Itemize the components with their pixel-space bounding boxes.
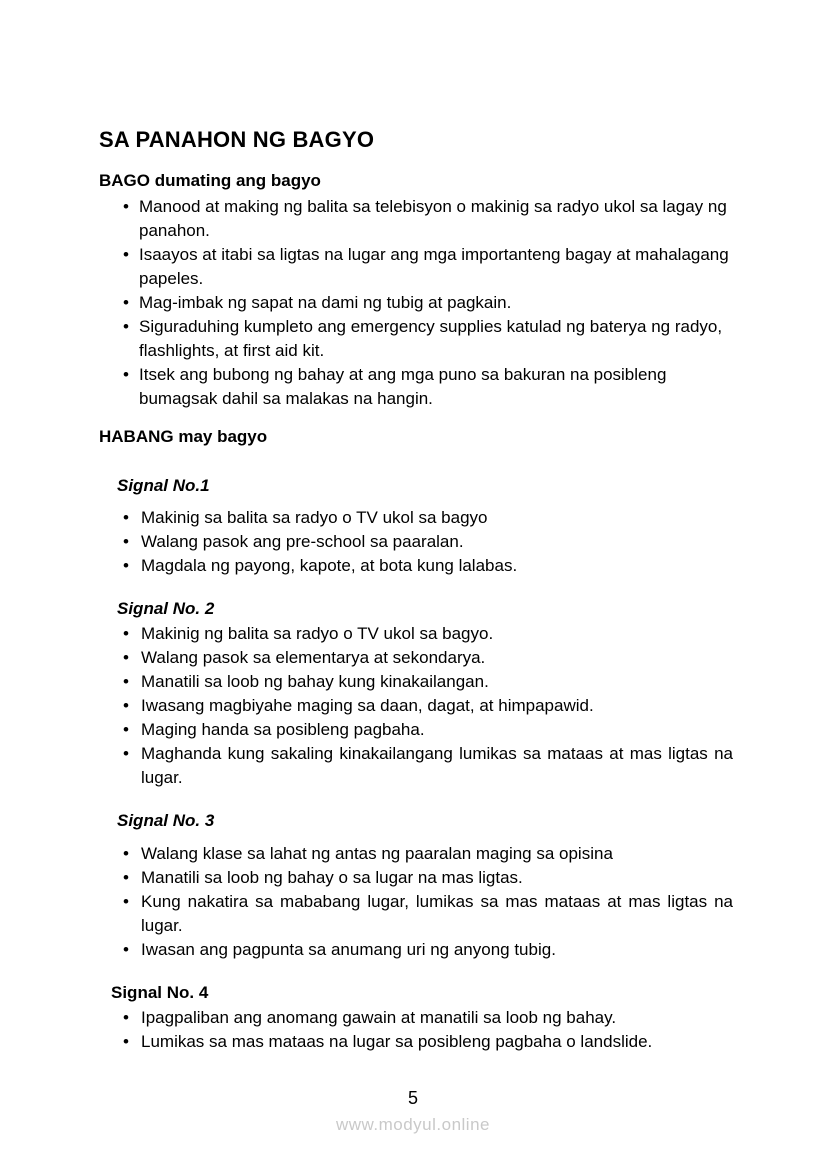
bullet-item: • Isaayos at itabi sa ligtas na lugar ang mga importanteng bagay at mahalagang papeles.	[139, 243, 733, 291]
bullet-item: • Maging handa sa posibleng pagbaha.	[141, 718, 733, 742]
signal-3-section	[99, 809, 733, 962]
bullet-item: • Manatili sa loob ng bahay kung kinakailangan.	[141, 670, 733, 694]
signal-3-heading: Signal No. 3	[117, 811, 215, 830]
bullet-item: • Lumikas sa mas mataas na lugar sa posibleng pagbaha o landslide.	[141, 1030, 733, 1054]
bullet-item: • Makinig sa balita sa radyo o TV ukol sa bagyo	[141, 506, 733, 530]
bullet-item: • Manatili sa loob ng bahay o sa lugar na mas ligtas.	[141, 866, 733, 890]
bullet-item: • Makinig ng balita sa radyo o TV ukol sa bagyo.	[141, 622, 733, 646]
signal-2-heading: Signal No. 2	[117, 599, 215, 618]
signal-4-heading: Signal No. 4	[111, 983, 209, 1002]
signal-1-section	[99, 474, 733, 578]
watermark-text: www.modyul.online	[335, 1115, 490, 1134]
bullet-item: • Itsek ang bubong ng bahay at ang mga puno sa bakuran na posibleng bumagsak dahil sa malakas na hangin.	[139, 363, 733, 411]
bullet-item: • Ipagpaliban ang anomang gawain at manatili sa loob ng bahay.	[141, 1006, 733, 1030]
bullet-item: • Walang pasok sa elementarya at sekondarya.	[141, 646, 733, 670]
signal-2-section	[99, 597, 733, 790]
page-title: SA PANAHON NG BAGYO	[99, 127, 375, 152]
signal-1-bullet-list	[99, 506, 733, 578]
bago-bullet-list	[99, 195, 733, 411]
signal-4-bullet-list	[99, 1006, 733, 1054]
bullet-item: • Maghanda kung sakaling kinakailangang lumikas sa mataas at mas ligtas na lugar.	[141, 742, 733, 790]
section-heading-bago: BAGO dumating ang bagyo	[99, 171, 321, 190]
page-number: 5	[407, 1088, 418, 1108]
bullet-item: • Siguraduhing kumpleto ang emergency supplies katulad ng baterya ng radyo, flashlights, at first aid kit.	[139, 315, 733, 363]
section-heading-habang: HABANG may bagyo	[99, 427, 268, 446]
signal-3-bullet-list	[99, 842, 733, 962]
bullet-item: • Iwasan ang pagpunta sa anumang uri ng anyong tubig.	[141, 938, 733, 962]
bullet-item: • Iwasang magbiyahe maging sa daan, dagat, at himpapawid.	[141, 694, 733, 718]
signal-2-bullet-list	[99, 622, 733, 790]
signal-4-section	[99, 981, 733, 1054]
bullet-item: • Magdala ng payong, kapote, at bota kung lalabas.	[141, 554, 733, 578]
page-content	[99, 127, 733, 1054]
bullet-item: • Walang pasok ang pre-school sa paaralan.	[141, 530, 733, 554]
bullet-item: • Manood at making ng balita sa telebisyon o makinig sa radyo ukol sa lagay ng panahon.	[139, 195, 733, 243]
bullet-item: • Mag-imbak ng sapat na dami ng tubig at pagkain.	[139, 291, 733, 315]
signal-1-heading: Signal No.1	[117, 476, 210, 495]
bullet-item: • Walang klase sa lahat ng antas ng paaralan maging sa opisina	[141, 842, 733, 866]
bullet-item: • Kung nakatira sa mababang lugar, lumikas sa mas mataas at mas ligtas na lugar.	[141, 890, 733, 938]
